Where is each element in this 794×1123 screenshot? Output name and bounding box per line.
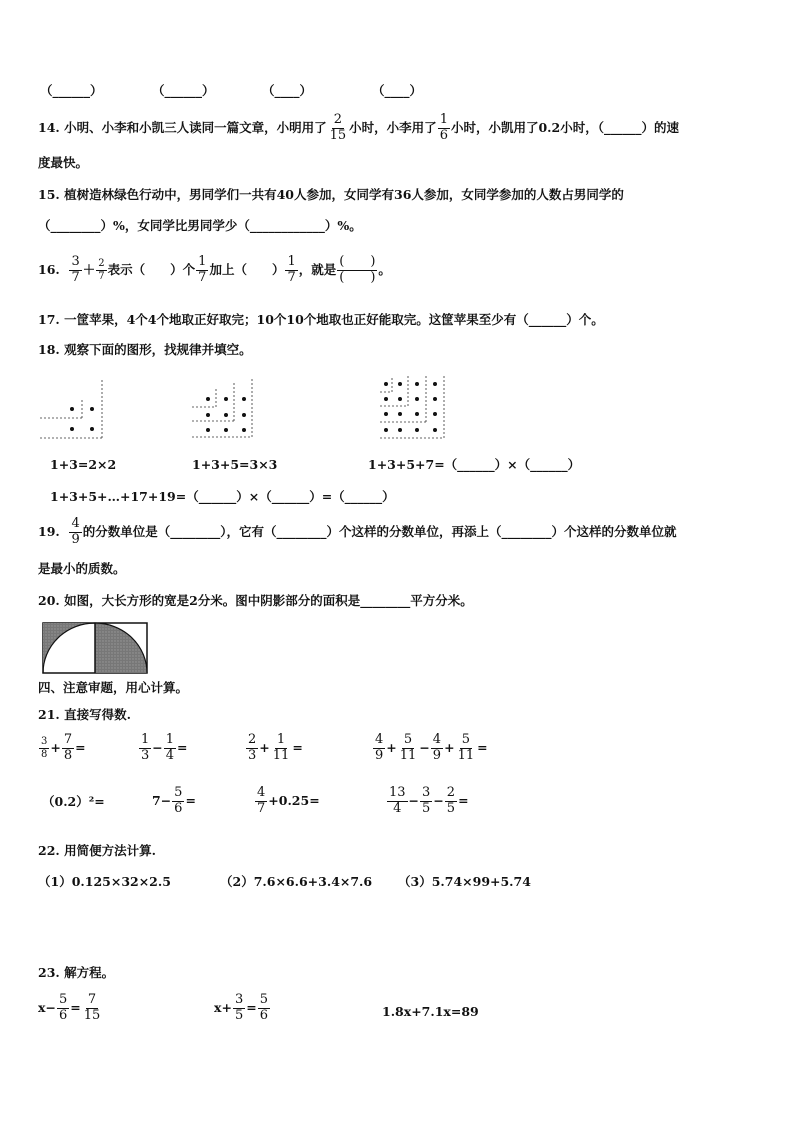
question-text[interactable]: 一筐苹果，4个4个地取正好取完；10个10个地取也正好能取完。这筐苹果至少有（______）个。 (64, 312, 604, 327)
fraction: $\frac{7}{15}$ (83, 992, 101, 1023)
fraction: $\frac{1}{4}$ (165, 732, 175, 763)
equation-item[interactable] (38, 993, 103, 1024)
question-number: 15. (38, 187, 60, 202)
equals: = (458, 793, 469, 809)
question-number: 17. (38, 312, 60, 327)
answer-blank[interactable]: （______） (40, 83, 103, 98)
equals: = (185, 793, 196, 809)
answer-blank[interactable]: （____） (262, 83, 313, 98)
dot-pattern-3x3 (190, 375, 260, 441)
fraction: $\frac{5}{6}$ (259, 992, 268, 1023)
question-text[interactable]: 如图，大长方形的宽是2分米。图中阴影部分的面积是________平方分米。 (64, 593, 473, 608)
calc-item[interactable]: （3）5.74×99+5.74 (398, 874, 531, 889)
operator: − (433, 793, 444, 809)
calc-item[interactable]: （0.2）²= (42, 794, 105, 809)
plus-sign: ＋ (82, 262, 96, 278)
operator: + (386, 740, 397, 756)
operator: − (408, 793, 420, 809)
calc-item[interactable] (152, 786, 196, 817)
fraction: 1 7 (198, 254, 207, 285)
equation: 1+3+5=3×3 (192, 457, 278, 472)
calc-item[interactable] (245, 733, 303, 764)
operator: 7− (152, 793, 172, 809)
question-16 (38, 255, 391, 286)
fraction: $\frac{5}{11}$ (457, 732, 475, 763)
question-number: 14. (38, 120, 60, 136)
fraction: 2 7 (98, 258, 105, 282)
calc-item[interactable] (138, 733, 188, 764)
question-20 (38, 595, 473, 608)
answer-fraction[interactable]: ( ) ( ) (339, 254, 376, 285)
equation-item[interactable] (214, 993, 271, 1024)
calc-item[interactable] (38, 733, 86, 764)
question-number: 18. (38, 342, 60, 357)
question-number: 23. (38, 965, 60, 980)
fraction: $\frac{5}{11}$ (399, 732, 417, 763)
question-text: 。 (378, 262, 391, 278)
question-number: 22. (38, 843, 60, 858)
question-17 (38, 314, 604, 327)
shaded-rectangle-figure (42, 622, 148, 674)
equals: = (292, 740, 303, 756)
answer-blank[interactable]: （____） (372, 83, 423, 98)
question-text: 加上（ ） (209, 262, 285, 278)
question-text: 表示（ ）个 (107, 262, 196, 278)
question-text: 小时，小凯用了0.2小时，（______）的速 (450, 120, 679, 136)
fraction: 13 4 (389, 785, 406, 816)
fraction: 3 8 (41, 736, 48, 760)
calc-item[interactable]: （1）0.125×32×2.5 (38, 874, 171, 889)
dot-pattern-2x2 (38, 378, 108, 440)
fraction: $\frac{2}{5}$ (446, 785, 456, 816)
question-text: 小时，小李用了 (349, 120, 437, 136)
calc-item[interactable] (386, 786, 469, 817)
fraction: 1 6 (439, 112, 448, 143)
fraction: 3 7 (71, 254, 80, 285)
equation: 1+3=2×2 (50, 457, 117, 472)
fraction: 1 3 (141, 732, 150, 763)
operator: x− (38, 1000, 56, 1016)
question-text: 观察下面的图形，找规律并填空。 (64, 342, 252, 357)
operator: − (419, 740, 430, 756)
question-15 (38, 189, 624, 202)
operator: + (259, 740, 270, 756)
operator: +0.25= (268, 793, 320, 809)
equals: = (246, 1000, 257, 1016)
fraction: $\frac{3}{5}$ (422, 785, 431, 816)
operator: − (152, 740, 163, 756)
question-text: 度最快。 (38, 155, 89, 170)
question-text: 植树造林绿色行动中，男同学们一共有40人参加，女同学有36人参加，女同学参加的人数占男同学的 (64, 187, 624, 202)
question-text: 直接写得数. (64, 707, 131, 722)
fraction: $\frac{5}{6}$ (58, 992, 68, 1023)
operator: x+ (214, 1000, 232, 1016)
fraction: 4 9 (375, 732, 384, 763)
question-text: 用简便方法计算. (64, 843, 156, 858)
fraction: $\frac{5}{6}$ (174, 785, 183, 816)
calc-item[interactable]: （2）7.6×6.6+3.4×7.6 (220, 874, 373, 889)
question-22 (38, 845, 156, 858)
equals: = (75, 740, 86, 756)
equation-blank[interactable]: 1+3+5+…+17+19=（______）×（______）=（______） (50, 489, 395, 504)
question-text: ，就是 (298, 262, 337, 278)
equals: = (177, 740, 188, 756)
fraction: $\frac{4}{9}$ (432, 732, 442, 763)
question-number: 19. (38, 524, 60, 540)
equation-item[interactable]: 1.8x+7.1x=89 (382, 1004, 479, 1019)
dot-pattern-4x4 (378, 372, 450, 442)
question-21 (38, 709, 131, 722)
fraction: 1 7 (287, 254, 296, 285)
fraction: 4 7 (257, 785, 266, 816)
equation-blank[interactable]: 1+3+5+7=（______）×（______） (368, 457, 581, 472)
fraction: 4 9 (71, 516, 80, 547)
question-23 (38, 967, 114, 980)
fraction: $\frac{7}{8}$ (63, 732, 73, 763)
question-text[interactable]: 的分数单位是（________），它有（________）个这样的分数单位，再添上（________）个这样的分数单位就 (82, 524, 677, 540)
fraction: $\frac{1}{11}$ (272, 732, 290, 763)
operator: + (444, 740, 455, 756)
equals: = (477, 740, 488, 756)
answer-blank[interactable]: （______） (152, 83, 215, 98)
fraction: $\frac{3}{5}$ (234, 992, 244, 1023)
equals: = (70, 1000, 81, 1016)
question-19 (38, 517, 677, 548)
question-text[interactable]: （________）%，女同学比男同学少（____________）%。 (38, 218, 362, 233)
question-number: 20. (38, 593, 60, 608)
section-title: 四、注意审题，用心计算。 (38, 680, 189, 695)
fraction: 2 3 (248, 732, 257, 763)
calc-item[interactable] (254, 786, 320, 817)
operator: + (50, 740, 61, 756)
question-14 (38, 113, 679, 144)
question-number: 21. (38, 707, 60, 722)
question-text: 小明、小李和小凯三人读同一篇文章，小明用了 (64, 120, 327, 136)
question-18 (38, 344, 252, 357)
calc-item[interactable] (372, 733, 488, 764)
fraction: 2 15 (329, 112, 347, 143)
question-number: 16. (38, 262, 60, 278)
question-text: 是最小的质数。 (38, 561, 126, 576)
question-text: 解方程。 (64, 965, 115, 980)
